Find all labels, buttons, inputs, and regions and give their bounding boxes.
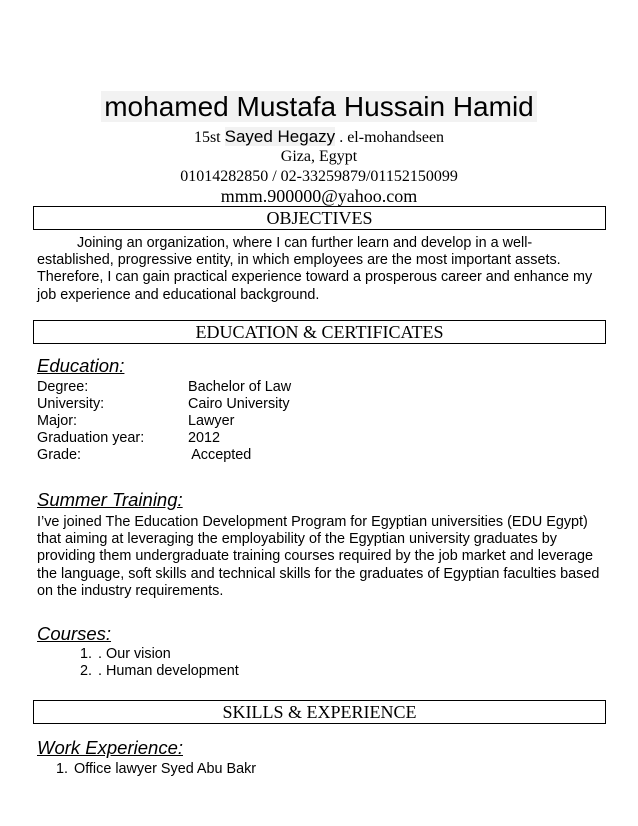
university-value: Cairo University <box>188 396 290 412</box>
work-experience-heading: Work Experience: <box>37 737 183 758</box>
address-line <box>0 127 638 148</box>
objectives-title-box: OBJECTIVES <box>33 206 606 230</box>
graduation-year-label: Graduation year: <box>37 430 145 446</box>
education-heading: Education: <box>37 355 125 376</box>
city-line: Giza, Egypt <box>280 148 358 165</box>
list-number: 1. <box>56 761 69 777</box>
list-item <box>56 761 256 778</box>
summer-training-text: I’ve joined The Education Development Program for Egyptian universities (EDU Egypt) that aiming at leveraging the employability of the Egyptian university graduates by providing them undergraduate training courses required by the job market and leverage the language, soft skills and technical skills for the graduates of Egyptian faculties based on the industry requirements. <box>37 514 600 599</box>
grade-label: Grade: <box>37 447 81 463</box>
list-number: 1. <box>80 646 93 662</box>
grade-value: Accepted <box>188 447 252 463</box>
course-text: . Human development <box>98 663 239 679</box>
objectives-text: Joining an organization, where I can further learn and develop in a well-established, progressive entity, in which employees are the most important assets. Therefore, I can gain practical experience toward a prosperous career and enhance my job experience and educational background. <box>37 235 593 303</box>
email-line: mmm.900000@yahoo.com <box>220 186 418 206</box>
course-text: . Our vision <box>98 646 171 662</box>
skills-title-box: SKILLS & EXPERIENCE <box>33 700 606 724</box>
courses-heading: Courses: <box>37 623 112 644</box>
candidate-name-text: mohamed Mustafa Hussain Hamid <box>101 91 537 122</box>
address-prefix: 15st <box>193 129 225 146</box>
graduation-year-value: 2012 <box>188 430 221 446</box>
list-number: 2. <box>80 663 93 679</box>
address-suffix: . el-mohandseen <box>335 129 445 146</box>
education-title-box: EDUCATION & CERTIFICATES <box>33 320 606 344</box>
summer-training-heading: Summer Training: <box>37 489 183 510</box>
list-item <box>80 663 239 680</box>
major-value: Lawyer <box>188 413 235 429</box>
major-label: Major: <box>37 413 77 429</box>
university-label: University: <box>37 396 105 412</box>
candidate-name <box>0 90 638 124</box>
work-item-text: Office lawyer Syed Abu Bakr <box>74 761 257 777</box>
phone-line: 01014282850 / 02-33259879/01152150099 <box>180 168 458 185</box>
list-item <box>80 646 171 663</box>
address-street: Sayed Hegazy <box>224 127 336 146</box>
degree-label: Degree: <box>37 379 89 395</box>
degree-value: Bachelor of Law <box>188 379 292 395</box>
